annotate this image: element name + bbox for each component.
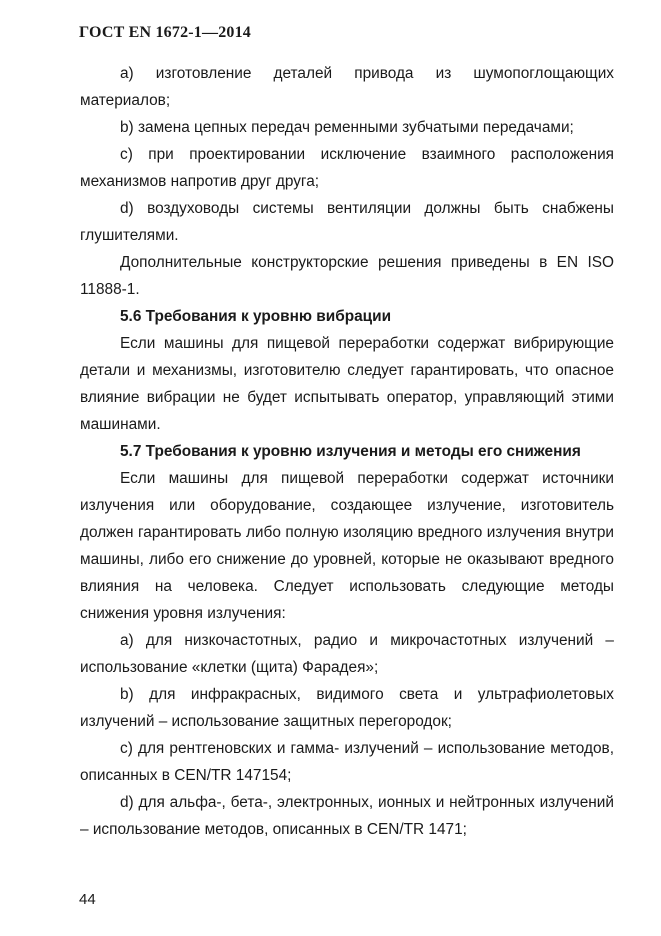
section-5-7-paragraph: Если машины для пищевой переработки содержат источники излучения или оборудование, создающее излучение, изготовитель должен гарантировать либо полную изоляцию вредного излучения внутри машины, либо его снижение до уровней, которые не оказывают вредного влияния на человека. Следует использовать следующие методы снижения уровня излучения:	[80, 470, 614, 622]
paragraph-list-b: b) замена цепных передач ременными зубчатыми передачами;	[120, 119, 574, 136]
section-heading-5-7: 5.7 Требования к уровню излучения и методы его снижения	[120, 443, 581, 460]
section-5-7-list-a: а) для низкочастотных, радио и микрочастотных излучений – использование «клетки (щита) Фарадея»;	[80, 632, 614, 676]
section-5-7-list-d: d) для альфа-, бета-, электронных, ионных и нейтронных излучений – использование методов, описанных в CEN/TR 1471;	[80, 794, 614, 838]
page-number: 44	[79, 891, 96, 908]
section-heading-5-6: 5.6 Требования к уровню вибрации	[120, 308, 392, 325]
document-body	[80, 60, 614, 843]
section-5-7-list-b: b) для инфракрасных, видимого света и ультрафиолетовых излучений – использование защитных перегородок;	[80, 686, 614, 730]
section-5-6-paragraph: Если машины для пищевой переработки содержат вибрирующие детали и механизмы, изготовителю следует гарантировать, что опасное влияние вибрации не будет испытывать оператор, управляющий этими машинами.	[80, 335, 614, 433]
paragraph-additional: Дополнительные конструкторские решения приведены в EN ISO 11888-1.	[80, 254, 614, 298]
paragraph-list-d: d) воздуховоды системы вентиляции должны быть снабжены глушителями.	[80, 200, 614, 244]
document-header: ГОСТ EN 1672-1—2014	[79, 24, 252, 41]
paragraph-list-c: с) при проектировании исключение взаимного расположения механизмов напротив друг друга;	[80, 146, 614, 190]
section-5-7-list-c: с) для рентгеновских и гамма- излучений – использование методов, описанных в CEN/TR 147154;	[80, 740, 614, 784]
paragraph-list-a: а) изготовление деталей привода из шумопоглощающих материалов;	[80, 65, 614, 109]
